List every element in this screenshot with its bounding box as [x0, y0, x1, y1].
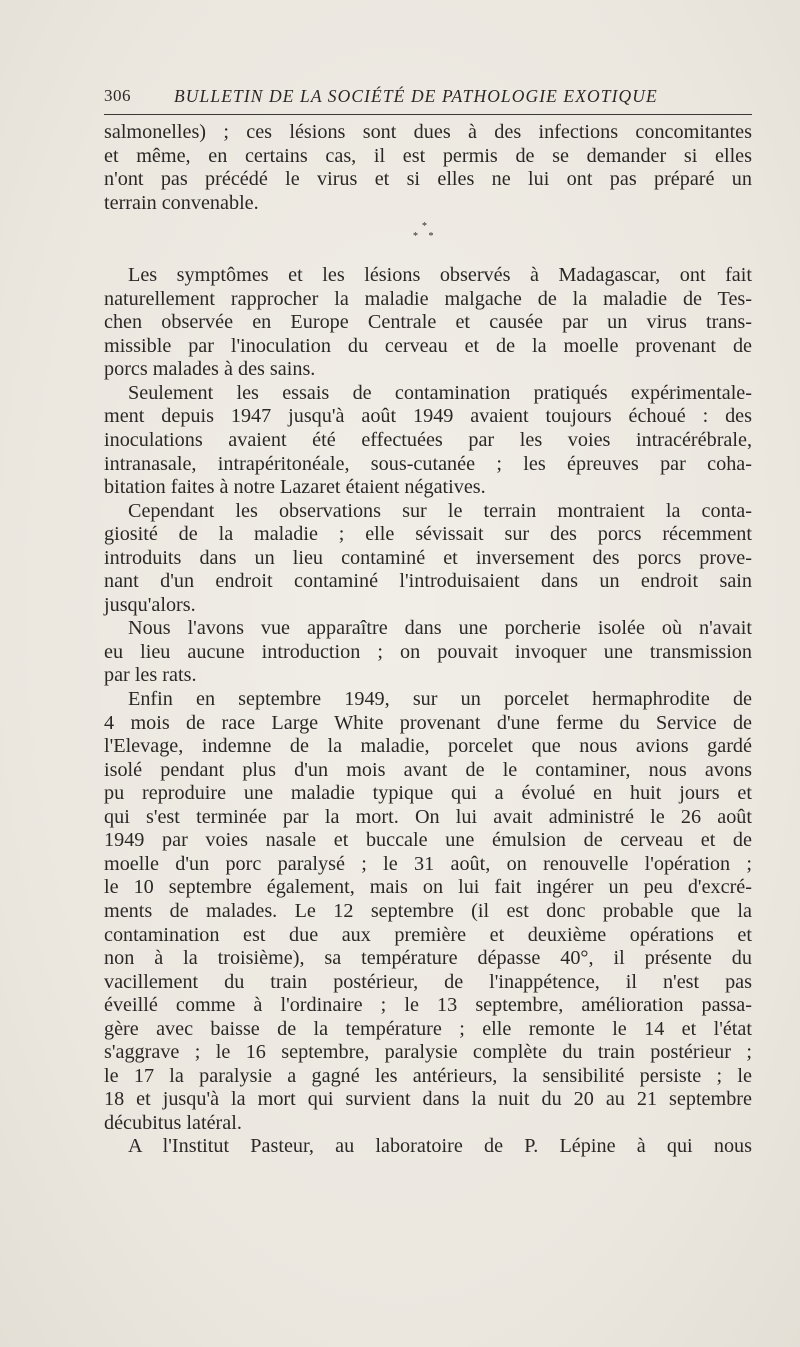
text-line: s'aggrave ; le 16 septembre, paralysie complète du train postérieur ; [104, 1041, 752, 1064]
text-line: missible par l'inoculation du cerveau et de la moelle provenant de [104, 334, 752, 357]
text-line: terrain convenable. [104, 191, 259, 214]
text-line: inoculations avaient été effectuées par les voies intracérébrale, [104, 429, 752, 452]
text-line: naturellement rapprocher la maladie malgache de la maladie de Tes- [104, 287, 752, 310]
page-number: 306 [104, 86, 131, 105]
text-line: non à la troisième), sa température dépasse 40°, il présente du [104, 947, 752, 970]
header-rule [104, 114, 752, 115]
text-line: bitation faites à notre Lazaret étaient négatives. [104, 476, 486, 499]
text-line: le 17 la paralysie a gagné les antérieurs, la sensibilité persiste ; le [104, 1064, 752, 1087]
text-line: décubitus latéral. [104, 1111, 242, 1134]
asterism-top: * [422, 221, 427, 233]
paragraph-2 [104, 264, 752, 382]
text-line: qui s'est terminée par la mort. On lui avait administré le 26 août [104, 805, 752, 828]
text-line: intranasale, intrapéritonéale, sous-cutanée ; les épreuves par coha- [104, 452, 752, 475]
paragraph-7 [104, 1135, 752, 1159]
text-line: par les rats. [104, 664, 197, 687]
text-line: Les symptômes et les lésions observés à Madagascar, ont fait [128, 264, 752, 287]
text-line: nant d'un endroit contaminé l'introduisaient dans un endroit sain [104, 570, 752, 593]
text-line: jusqu'alors. [104, 593, 196, 616]
text-line: isolé pendant plus d'un mois avant de le contaminer, nous avons [104, 758, 752, 781]
paragraph-5 [104, 617, 752, 688]
text-line: ments de malades. Le 12 septembre (il est donc probable que la [104, 899, 752, 922]
asterism-bottom: * * [413, 231, 438, 243]
text-line: porcs malades à des sains. [104, 358, 316, 381]
text-line: vacillement du train postérieur, de l'inappétence, il n'est pas [104, 970, 752, 993]
text-line: introduits dans un lieu contaminé et inversement des porcs prove- [104, 546, 752, 569]
text-line: 18 et jusqu'à la mort qui survient dans la nuit du 20 au 21 septembre [104, 1088, 752, 1111]
text-line: pu reproduire une maladie typique qui a évolué en huit jours et [104, 782, 752, 805]
page-header [104, 86, 752, 110]
text-line: Seulement les essais de contamination pratiqués expérimentale- [128, 381, 752, 404]
text-line: chen observée en Europe Centrale et causée par un virus trans- [104, 311, 752, 334]
running-head: BULLETIN DE LA SOCIÉTÉ DE PATHOLOGIE EXOTIQUE [174, 86, 658, 106]
text-line: salmonelles) ; ces lésions sont dues à des infections concomitantes [104, 121, 752, 143]
text-line: n'ont pas précédé le virus et si elles ne lui ont pas préparé un [104, 168, 752, 191]
text-line: Enfin en septembre 1949, sur un porcelet hermaphrodite de [128, 688, 752, 711]
text-line: Nous l'avons vue apparaître dans une porcherie isolée où n'avait [128, 617, 752, 640]
paragraph-1 [104, 121, 752, 215]
paragraph-6 [104, 688, 752, 1135]
text-line: contamination est due aux première et deuxième opérations et [104, 923, 752, 946]
text-line: gère avec baisse de la température ; elle remonte le 14 et l'état [104, 1017, 752, 1040]
text-line: moelle d'un porc paralysé ; le 31 août, on renouvelle l'opération ; [104, 852, 752, 875]
paragraph-4 [104, 500, 752, 618]
text-line: 4 mois de race Large White provenant d'une ferme du Service de [104, 711, 752, 734]
text-line: éveillé comme à l'ordinaire ; le 13 septembre, amélioration passa- [104, 994, 752, 1017]
text-line: le 10 septembre également, mais on lui fait ingérer un peu d'excré- [104, 876, 752, 899]
article-body [104, 121, 752, 1159]
text-line: l'Elevage, indemne de la maladie, porcelet que nous avions gardé [104, 735, 752, 758]
text-line: ment depuis 1947 jusqu'à août 1949 avaient toujours échoué : des [104, 405, 752, 428]
text-line: giosité de la maladie ; elle sévissait sur des porcs récemment [104, 523, 752, 546]
section-asterism [104, 215, 752, 262]
paragraph-3 [104, 382, 752, 500]
text-line: 1949 par voies nasale et buccale une émulsion de cerveau et de [104, 829, 752, 852]
text-line: Cependant les observations sur le terrain montraient la conta- [128, 499, 752, 522]
text-line: et même, en certains cas, il est permis de se demander si elles [104, 144, 752, 167]
text-line: eu lieu aucune introduction ; on pouvait invoquer une transmission [104, 640, 752, 663]
text-line: A l'Institut Pasteur, au laboratoire de P. Lépine à qui nous [128, 1135, 752, 1158]
